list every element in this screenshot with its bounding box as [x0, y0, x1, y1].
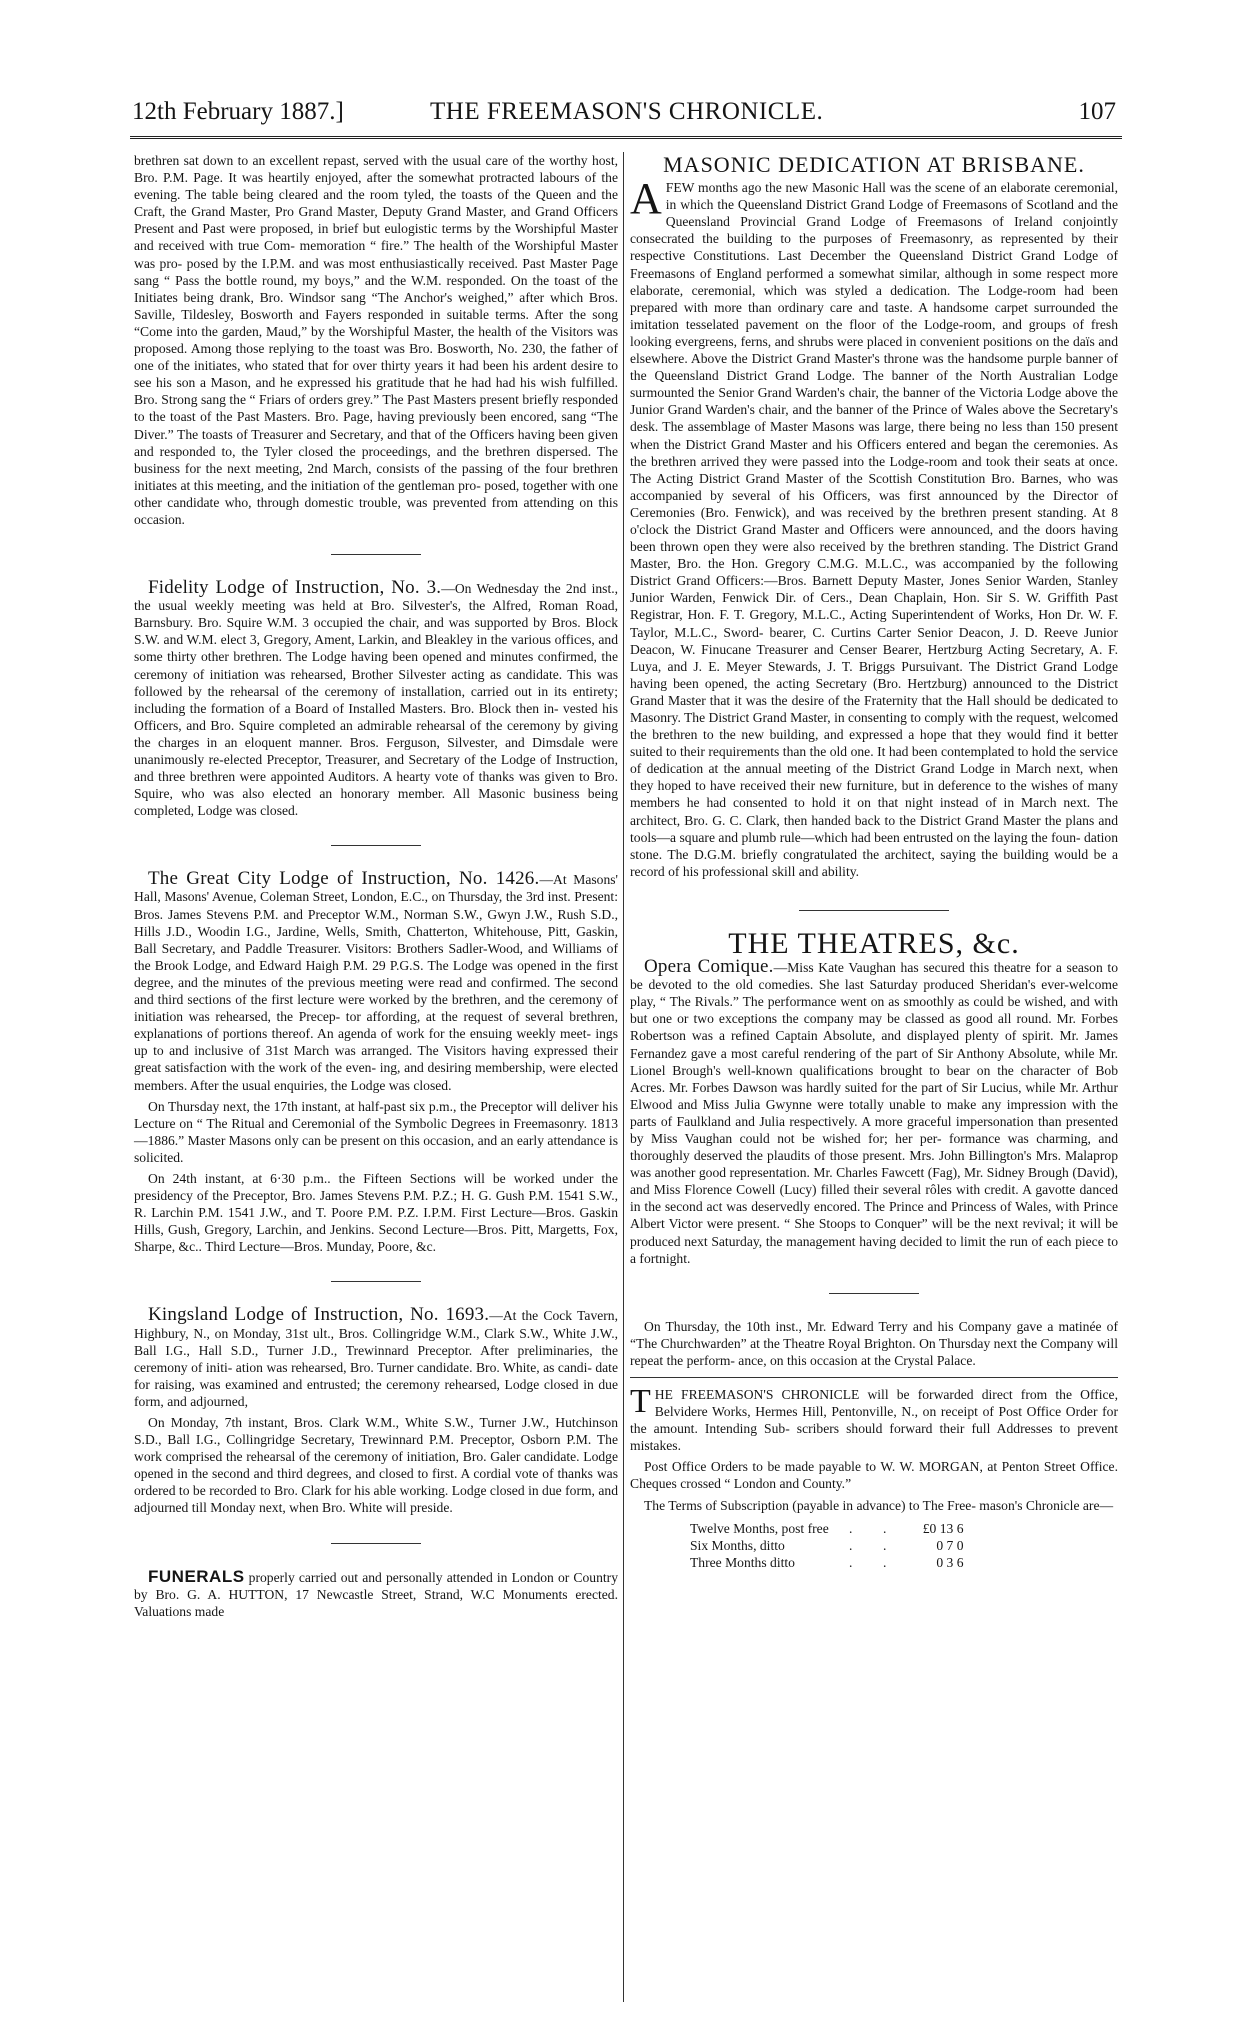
brisbane-text: FEW months ago the new Masonic Hall was the scene of an elaborate ceremonial, in which the Queensland District Grand Lodge of Freemasons of Scotland and the Queensland Provincial Grand Lodge of Freemasons of Ireland conjointly consecrated the building to the purposes of Freemasonry, as represented by their respective Constitutions. Last December the Queensland District Grand Lodge of Freemasons of England performed a somewhat similar, although in some respect more elaborate, ceremonial, which was styled a dedication. The Lodge-room had been prepared with more than ordinary care and taste. A handsome carpet surrounded the imitation tesselated pavement on the floor of the Lodge-room, and groups of fresh looking evergreens, ferns, and shrubs were placed in convenient positions on the daïs and elsewhere. Above the District Grand Master's throne was the handsome purple banner of the Queensland District Grand Lodge. The banner of the North Australian Lodge surmounted the Senior Grand Warden's chair, the banner of the Victoria Lodge above the Junior Grand Warden's chair, and the banner of the Prince of Wales above the Secretary's desk. The assemblage of Master Masons was large, there being no less than 150 present when the District Grand Master and his Officers entered and began the ceremonies. As the brethren arrived they were passed into the Lodge-room and took their seats at once. The Acting District Grand Master of the Scottish Constitution Bro. Barnes, who was accompanied by several of his Officers, was first announced by the Director of Ceremonies (Bro. Fenwick), and was received by the brethren present standing. At 8 o'clock the District Grand Master and Officers were announced, and the doors having been thrown open they were also received by the brethren standing. The District Grand Master, Bro. the Hon. Gregory C.M.G. M.L.C., was accompanied by the following District Grand Officers:—Bros. Barnett Deputy Master, Jones Senior Warden, Stanley Junior Warden, Fenwick Dir. of Cers., Dean Chaplain, Hon. Sir S. W. Griffith Past Registrar, Hon. F. T. Gregory, M.L.C., Acting Superintendent of Works, Hon Dr. W. F. Taylor, M.L.C., Sword- bearer, C. Curtins Carter Senior Deacon, J. D. Reeve Junior Deacon, W. Finucane Treasurer and Censer Bearer, Hertzburg Acting Secretary, A. F. Luya, and J. E. Meyer Stewards, J. T. Briggs Pursuivant. The District Grand Lodge having been opened, the acting Secretary (Bro. Hertzburg) announced to the District Grand Master that it was the desire of the Fraternity that the Hall should be dedicated to Masonry. The District Grand Master, in consenting to comply with the request, welcomed the brethren to the new building, and expressed a hope that they would find it better suited to their requirements than the old one. It had been contemplated to hold the service of dedication at the annual meeting of the District Grand Lodge in March next, when they hoped to have received their new furniture, but in deference to the wishes of many members he had consented to hold it on that night instead of in March next. The architect, Bro. G. C. Clark, then handed back to the District Grand Master the plans and tools—a square and plumb rule—which had been entrusted on the laying the foun- dation stone. The D.G.M. briefly congratulated the architect, saying the building would be a record of his professional skill and ability.	[630, 180, 1118, 879]
funerals-advertisement	[134, 1568, 618, 1620]
masthead	[130, 96, 1122, 139]
postal-order-text: Post Office Orders to be made payable to W. W. MORGAN, at Penton Street Office. Cheques crossed “ London and County.”	[630, 1459, 1118, 1492]
separator-rule	[331, 1543, 421, 1544]
leader-dot: .	[849, 1520, 853, 1536]
separator-rule	[829, 1293, 919, 1294]
great-city-lodge-heading: The Great City Lodge of Instruction, No. 1426.	[148, 868, 540, 890]
notice-text: HE FREEMASON'S CHRONICLE will be forwarded direct from the Office, Belvidere Works, Hermes Hill, Pentonville, N., on receipt of Post Office Order for the amount. Intending Sub- scribers should forward their full Addresses to prevent mistakes.	[630, 1387, 1118, 1454]
continued-article: brethren sat down to an excellent repast, served with the usual care of the worthy host, Bro. P.M. Page. It was heartily enjoyed, after the somewhat protracted labours of the evening. The table being cleared and the room tyled, the toasts of the Queen and the Craft, the Grand Master, Pro Grand Master, Deputy Grand Master, and Grand Officers Present and Past were proposed, in brief but eulogistic terms by the Worshipful Master and received with true Com- memoration “ fire.” The health of the Worshipful Master was pro- posed by the I.P.M. and was most enthusiastically received. Past Master Page sang “ Pass the bottle round, my boys,” and the W.M. responded. On the toast of the Initiates being drank, Bro. Windsor sang “The Anchor's weighed,” after which Bros. Saville, Tildesley, Bosworth and Fayers responded in suitable terms. After the song “Come into the garden, Maud,” by the Worshipful Master, the health of the Visitors was proposed. Among those replying to the toast was Bro. Bosworth, No. 230, the father of one of the initiates, who stated that for over thirty years it had been his ardent desire to see his son a Mason, and he expressed his gratitude that he had had his wish fulfilled. Bro. Strong sang the “ Friars of orders grey.” The Past Masters present briefly responded to the toast of the Past Masters. Bro. Page, having previously been encored, sang “The Diver.” The toasts of Treasurer and Secretary, and that of the Officers having been given and responded to, the Tyler closed the proceedings, and the brethren dispersed. The business for the next meeting, 2nd March, consists of the passing of the four brethren initiates at this meeting, and the initiation of the gentleman pro- posed, together with one other candidate who, through domestic trouble, was prevented from attending on this occasion.	[134, 153, 618, 527]
term-period: Six Months, ditto	[690, 1537, 785, 1553]
column-divider	[623, 152, 624, 2002]
term-period: Twelve Months, post free	[690, 1520, 829, 1536]
opera-comique-article	[630, 958, 1118, 1267]
right-column	[630, 152, 1118, 1571]
drop-cap: A	[630, 174, 662, 224]
separator-rule	[331, 845, 421, 846]
opera-comique-text: —Miss Kate Vaughan has secured this theatre for a season to be devoted to the old comedies. She last Saturday produced Sheridan's ever-welcome play, “ The Rivals.” The performance went on as smoothly as could be wished, and with but one or two exceptions the company may be classed as good all round. Mr. Forbes Robertson was a refined Captain Absolute, and displayed plenty of spirit. Mr. James Fernandez gave a most careful rendering of the part of Sir Anthony Absolute, while Mr. Lionel Brough's well-known qualifications brought to bear on the character of Bob Acres. Mr. Forbes Dawson was hardly suited for the part of Sir Lucius, while Mr. Arthur Elwood and Miss Julia Gwynne were totally unable to make any impression with the parts of Faulkland and Julia respectively. A more graceful impersonation than presented by Miss Vaughan could not be wished for; her per- formance was charming, and thoroughly deserved the plaudits of those present. Mrs. John Billington's Mrs. Malaprop was another good representation. Mr. Charles Fawcett (Fag), Mr. Sidney Brough (David), and Miss Florence Cowell (Lucy) filled their several rôles with credit. A gavotte danced in the second act was deservedly encored. The Prince and Princess of Wales, with Prince Albert Victor were present. “ She Stoops to Conquer” will be the next revival; it will be produced next Saturday, the management having decided to limit the run of each piece to a fortnight.	[630, 960, 1118, 1266]
table-row	[690, 1537, 974, 1554]
drop-cap: T	[630, 1383, 651, 1420]
terms-intro: The Terms of Subscription (payable in advance) to The Free- mason's Chronicle are—	[644, 1497, 1114, 1513]
table-row	[690, 1520, 974, 1537]
separator-rule	[331, 554, 421, 555]
separator-rule	[630, 1377, 1118, 1378]
fidelity-lodge-heading: Fidelity Lodge of Instruction, No. 3.	[148, 577, 442, 599]
left-column	[134, 152, 618, 1624]
subscription-terms-table	[690, 1520, 974, 1571]
fidelity-lodge-article	[134, 579, 618, 819]
separator-rule	[331, 1281, 421, 1282]
kingsland-paragraph: On Monday, 7th instant, Bros. Clark W.M., White S.W., Turner J.W., Hutchinson S.D., Ball I.G., Collingridge Secretary, Trewinnard P.M. Preceptor, Osborn P.M. The work comprised the rehearsal of the ceremony of initiation, Bro. Galer candidate. Lodge opened in the second and third degrees, and closed to first. A cordial vote of thanks was ordered to be recorded to Bro. Clark for his able working. Lodge closed in due form, and adjourned till Monday next, when Bro. White will preside.	[134, 1415, 618, 1516]
term-amount: £0 13 6	[922, 1520, 964, 1536]
subscription-notice	[630, 1383, 1118, 1571]
brisbane-article	[630, 174, 1118, 880]
fidelity-lodge-text: —On Wednesday the 2nd inst., the usual weekly meeting was held at Bro. Silvester's, the Alfred, Roman Road, Barnsbury. Bro. Squire W.M. 3 occupied the chair, and was supported by Bros. Block S.W. and W.M. elect 3, Gregory, Ament, Larkin, and Bleakley in the various offices, and some thirty other brethren. The Lodge having been opened and minutes confirmed, the ceremony of initiation was rehearsed, Brother Silvester acting as candidate. This was followed by the rehearsal of the ceremony of installation, carried out in its entirety; including the formation of a Board of Installed Masters. Bro. Block then in- vested his Officers, and Bro. Squire completed an admirable rehearsal of the ceremony by giving the charges in an eloquent manner. Bros. Ferguson, Silvester, and Dimsdale were unanimously re-elected Preceptor, Treasurer, and Secretary of the Lodge of Instruction, and three brethren were appointed Auditors. A hearty vote of thanks was given to Bro. Squire, who was also elected an honorary member. All Masonic business being completed, Lodge was closed.	[134, 581, 619, 819]
great-city-paragraph: —At Masons' Hall, Masons' Avenue, Coleman Street, London, E.C., on Thursday, the 3rd inst. Present: Bros. James Stevens P.M. and Preceptor W.M., Norman S.W., Gwyn J.W., Rush S.D., Hills J.D., Woodin I.G., Jardine, Wells, Smith, Chatterton, Whitehouse, Pitt, Gaskin, Ball Secretary, and Paddle Treasurer. Visitors: Brothers Sadler-Wood, and Williams of the Brook Lodge, and Edward Haigh P.M. 29 P.G.S. The Lodge was opened in the first degree, and the minutes of the previous meeting were read and confirmed. The second and third sections of the first lecture were worked by the brethren, and the ceremony of initiation was rehearsed, the Precep- tor affording, at the request of several brethren, explanations of portions thereof. An agenda of work for the ensuing weekly meet- ings up to and inclusive of 31st March was arranged. The Visitors having expressed their great satisfaction with the work of the even- ing, and desiring membership, were elected members. After the usual enquiries, the Lodge was closed.	[134, 872, 618, 1093]
leader-dot: .	[883, 1554, 887, 1570]
leader-dot: .	[849, 1554, 853, 1570]
publication-title: THE FREEMASON'S CHRONICLE.	[430, 98, 824, 125]
issue-date: 12th February 1887.]	[132, 98, 344, 125]
separator-rule	[799, 910, 949, 911]
terry-company-notice: On Thursday, the 10th inst., Mr. Edward Terry and his Company gave a matinée of “The Churchwarden” at the Theatre Royal Brighton. On Thursday next the Company will repeat the perform- ance, on this occasion at the Crystal Palace.	[630, 1318, 1118, 1368]
great-city-paragraph: On Thursday next, the 17th instant, at half-past six p.m., the Preceptor will deliver his Lecture on “ The Ritual and Ceremonial of the Symbolic Degrees in Freemasonry. 1813—1886.” Master Masons only can be present on this occasion, and an early attendance is solicited.	[134, 1098, 618, 1165]
page-number: 107	[1078, 98, 1116, 125]
term-amount: 0 3 6	[936, 1554, 964, 1570]
theatres-heading: THE THEATRES, &c.	[728, 926, 1020, 960]
term-period: Three Months ditto	[690, 1554, 795, 1570]
great-city-lodge-article	[134, 870, 618, 1255]
term-amount: 0 7 0	[936, 1537, 964, 1553]
table-row	[690, 1554, 974, 1571]
leader-dot: .	[883, 1537, 887, 1553]
leader-dot: .	[849, 1537, 853, 1553]
leader-dot: .	[883, 1520, 887, 1536]
kingsland-lodge-article	[134, 1306, 618, 1516]
funerals-text: properly carried out and personally attended in London or Country by Bro. G. A. HUTTON, 17 Newcastle Street, Strand, W.C Monuments erected. Valuations made	[134, 1569, 618, 1619]
brisbane-heading: MASONIC DEDICATION AT BRISBANE.	[663, 152, 1085, 177]
opera-comique-heading: Opera Comique.	[644, 956, 774, 978]
funerals-heading: FUNERALS	[148, 1566, 245, 1586]
kingsland-lodge-heading: Kingsland Lodge of Instruction, No. 1693.	[148, 1304, 490, 1326]
kingsland-paragraph: —At the Cock Tavern, Highbury, N., on Monday, 31st ult., Bros. Collingridge W.M., Clark S.W., White J.W., Ball I.G., Hall S.D., Turner J.D., Trewinnard Preceptor. After preliminaries, the ceremony of initi- ation was rehearsed, Bro. Turner candidate. Bro. White, as candi- date for raising, was examined and entrusted; the ceremony rehearsed, Lodge closed in due form, and adjourned,	[134, 1308, 618, 1409]
great-city-paragraph: On 24th instant, at 6·30 p.m.. the Fifteen Sections will be worked under the presidency of the Preceptor, Bro. James Stevens P.M. P.Z.; H. G. Gush P.M. 1541 S.W., R. Larchin P.M. 1541 J.W., and T. Poore P.M. P.Z. I.P.M. First Lecture—Bros. Gaskin Hills, Gush, Gregory, Larchin, and Jenkins. Second Lecture—Bros. Pitt, Margetts, Fox, Sharpe, &c.. Third Lecture—Bros. Munday, Poore, &c.	[134, 1170, 618, 1255]
